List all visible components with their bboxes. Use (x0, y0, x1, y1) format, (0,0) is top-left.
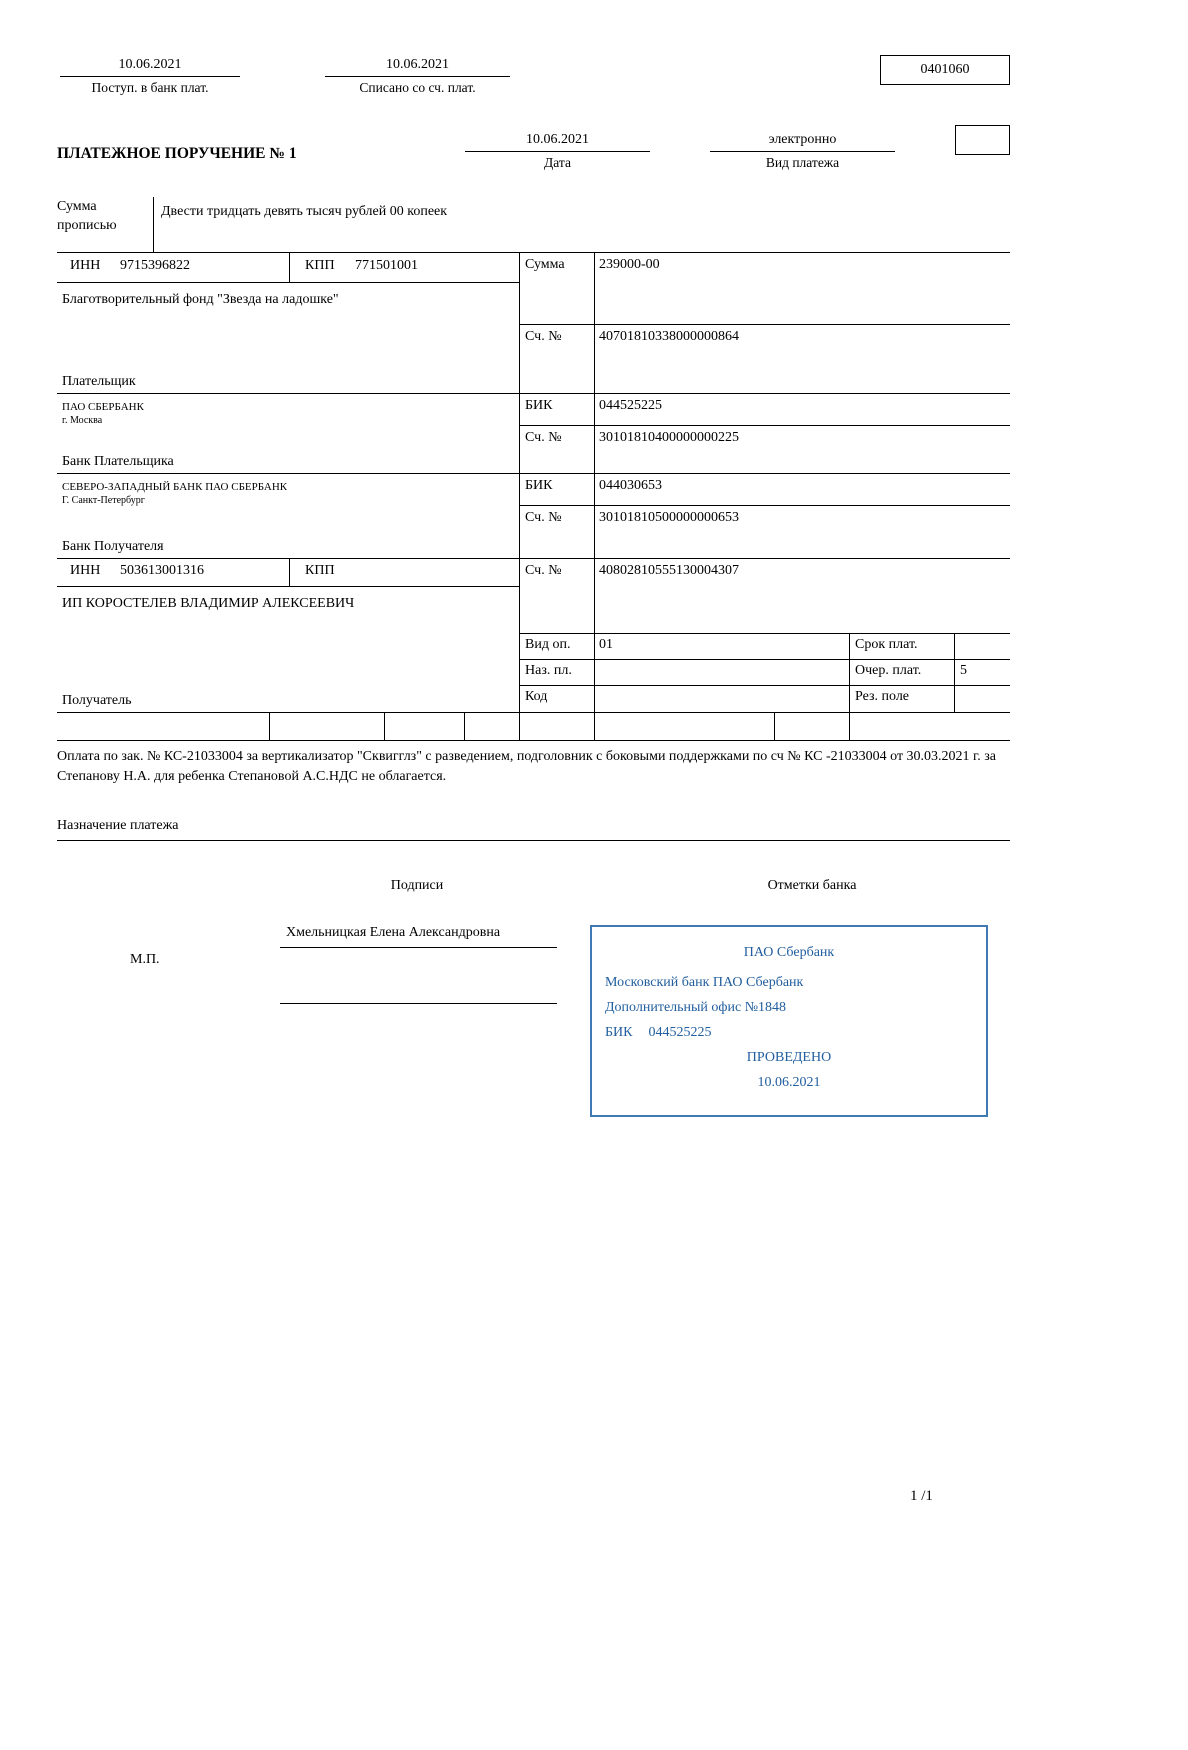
stamp-bik-label: БИК (605, 1025, 633, 1040)
requisites-table (57, 252, 1010, 741)
received-date-field (60, 57, 240, 96)
op-type-value: 01 (595, 634, 850, 659)
term-label: Срок плат. (850, 634, 955, 659)
status-box (955, 125, 1010, 155)
stamp-date: 10.06.2021 (757, 1075, 821, 1090)
reserve-field-value (955, 686, 1010, 712)
payer-bank-section-label: Банк Плательщика (62, 454, 174, 469)
beneficiary-account-value: 40802810555130004307 (599, 563, 739, 578)
pay-purpose-code-value (595, 660, 850, 685)
payer-bank-section (57, 394, 1010, 474)
payer-section-label: Плательщик (62, 374, 136, 389)
code-value (595, 686, 850, 712)
signature-line-2 (280, 1003, 557, 1004)
code-label: Код (520, 686, 595, 712)
beneficiary-bank-account-label: Сч. № (520, 506, 595, 558)
mp-label: М.П. (130, 952, 160, 967)
payer-bank-bik-label: БИК (520, 394, 595, 425)
amount-words-label: Сумма прописью (57, 199, 117, 233)
signatures-title: Подписи (390, 878, 444, 893)
empty-cell (385, 713, 465, 740)
payer-bank-city: г. Москва (62, 414, 103, 426)
stamp-bik-row (605, 1025, 986, 1041)
empty-cell (850, 713, 1010, 740)
payer-bank-name: ПАО СБЕРБАНК (62, 401, 144, 413)
pay-purpose-code-label: Наз. пл. (520, 660, 595, 685)
stamp-line1: Московский банк ПАО Сбербанк (605, 975, 804, 990)
beneficiary-inn-cell (57, 559, 290, 586)
order-label: Очер. плат. (850, 660, 955, 685)
term-value (955, 634, 1010, 659)
empty-cell (595, 713, 775, 740)
payer-inn-cell (57, 253, 290, 282)
payer-account-label: Сч. № (520, 325, 595, 393)
beneficiary-bank-account-value: 30101810500000000653 (599, 510, 739, 525)
bank-stamp (590, 925, 988, 1117)
payer-inn-value: 9715396822 (120, 258, 190, 273)
stamp-bik-value: 044525225 (648, 1025, 712, 1040)
payer-section (57, 253, 1010, 394)
beneficiary-bank-name: СЕВЕРО-ЗАПАДНЫЙ БАНК ПАО СБЕРБАНК (62, 481, 288, 493)
beneficiary-section (57, 559, 1010, 713)
debited-date-label: Списано со сч. плат. (359, 80, 476, 95)
payer-account-value: 40701810338000000864 (599, 329, 739, 344)
sum-label: Сумма (520, 253, 595, 324)
empty-cell (775, 713, 850, 740)
beneficiary-bank-section-label: Банк Получателя (62, 539, 164, 554)
op-type-label: Вид оп. (520, 634, 595, 659)
empty-cell (465, 713, 520, 740)
debited-date-value: 10.06.2021 (325, 57, 510, 77)
payer-bank-account-label: Сч. № (520, 426, 595, 473)
beneficiary-bank-bik-label: БИК (520, 474, 595, 505)
payment-type-label: Вид платежа (765, 155, 840, 170)
beneficiary-kpp-cell (290, 559, 519, 586)
stamp-line2: Дополнительный офис №1848 (605, 1000, 787, 1015)
payer-kpp-label: КПП (305, 258, 335, 273)
beneficiary-bank-section (57, 474, 1010, 559)
payer-bank-account-value: 30101810400000000225 (599, 430, 739, 445)
beneficiary-inn-label: ИНН (70, 563, 101, 578)
payer-bank-bik-value: 044525225 (599, 398, 662, 413)
stamp-status: ПРОВЕДЕНО (746, 1050, 832, 1065)
order-value: 5 (960, 663, 967, 678)
received-date-value: 10.06.2021 (60, 57, 240, 77)
date-label: Дата (544, 155, 571, 170)
received-date-label: Поступ. в банк плат. (91, 80, 209, 95)
beneficiary-bank-city: Г. Санкт-Петербург (62, 494, 145, 506)
amount-words-value: Двести тридцать девять тысяч рублей 00 копеек (153, 197, 1010, 252)
beneficiary-name: ИП КОРОСТЕЛЕВ ВЛАДИМИР АЛЕКСЕЕВИЧ (62, 596, 355, 611)
signer-name: Хмельницкая Елена Александровна (280, 925, 557, 948)
page-number: 1 /1 (910, 1488, 933, 1504)
tax-fields-row (57, 713, 1010, 741)
sum-value: 239000-00 (599, 257, 660, 272)
stamp-bank-name: ПАО Сбербанк (743, 945, 835, 960)
payer-inn-label: ИНН (70, 258, 101, 273)
payer-name: Благотворительный фонд "Звезда на ладошке" (62, 292, 339, 307)
empty-cell (270, 713, 385, 740)
payment-type-field (710, 132, 895, 171)
payment-type-value: электронно (710, 132, 895, 152)
beneficiary-kpp-label: КПП (305, 563, 335, 578)
date-field (465, 132, 650, 171)
empty-cell (57, 713, 270, 740)
reserve-field-label: Рез. поле (850, 686, 955, 712)
purpose-underline (57, 840, 1010, 841)
payer-kpp-cell (290, 253, 519, 282)
beneficiary-account-label: Сч. № (520, 559, 595, 633)
bank-marks-title: Отметки банка (767, 878, 857, 893)
beneficiary-section-label: Получатель (62, 693, 132, 708)
payment-order-document (57, 0, 1010, 1750)
payer-kpp-value: 771501001 (355, 258, 418, 273)
document-title: ПЛАТЕЖНОЕ ПОРУЧЕНИЕ № 1 (57, 145, 297, 162)
beneficiary-inn-value: 503613001316 (120, 563, 204, 578)
purpose-text: Оплата по зак. № КС-21033004 за вертикализатор "Сквигглз" с разведением, подголовник с боковыми поддержками по сч № КС -21033004 от 30.03.2021 г. за Степанову Н.А. для ребенка Степановой А.С.НДС не облагается. (57, 749, 996, 785)
date-value: 10.06.2021 (465, 132, 650, 152)
beneficiary-bank-bik-value: 044030653 (599, 478, 662, 493)
empty-cell (520, 713, 595, 740)
purpose-label: Назначение платежа (57, 818, 179, 833)
form-code-box: 0401060 (880, 55, 1010, 85)
debited-date-field (325, 57, 510, 96)
